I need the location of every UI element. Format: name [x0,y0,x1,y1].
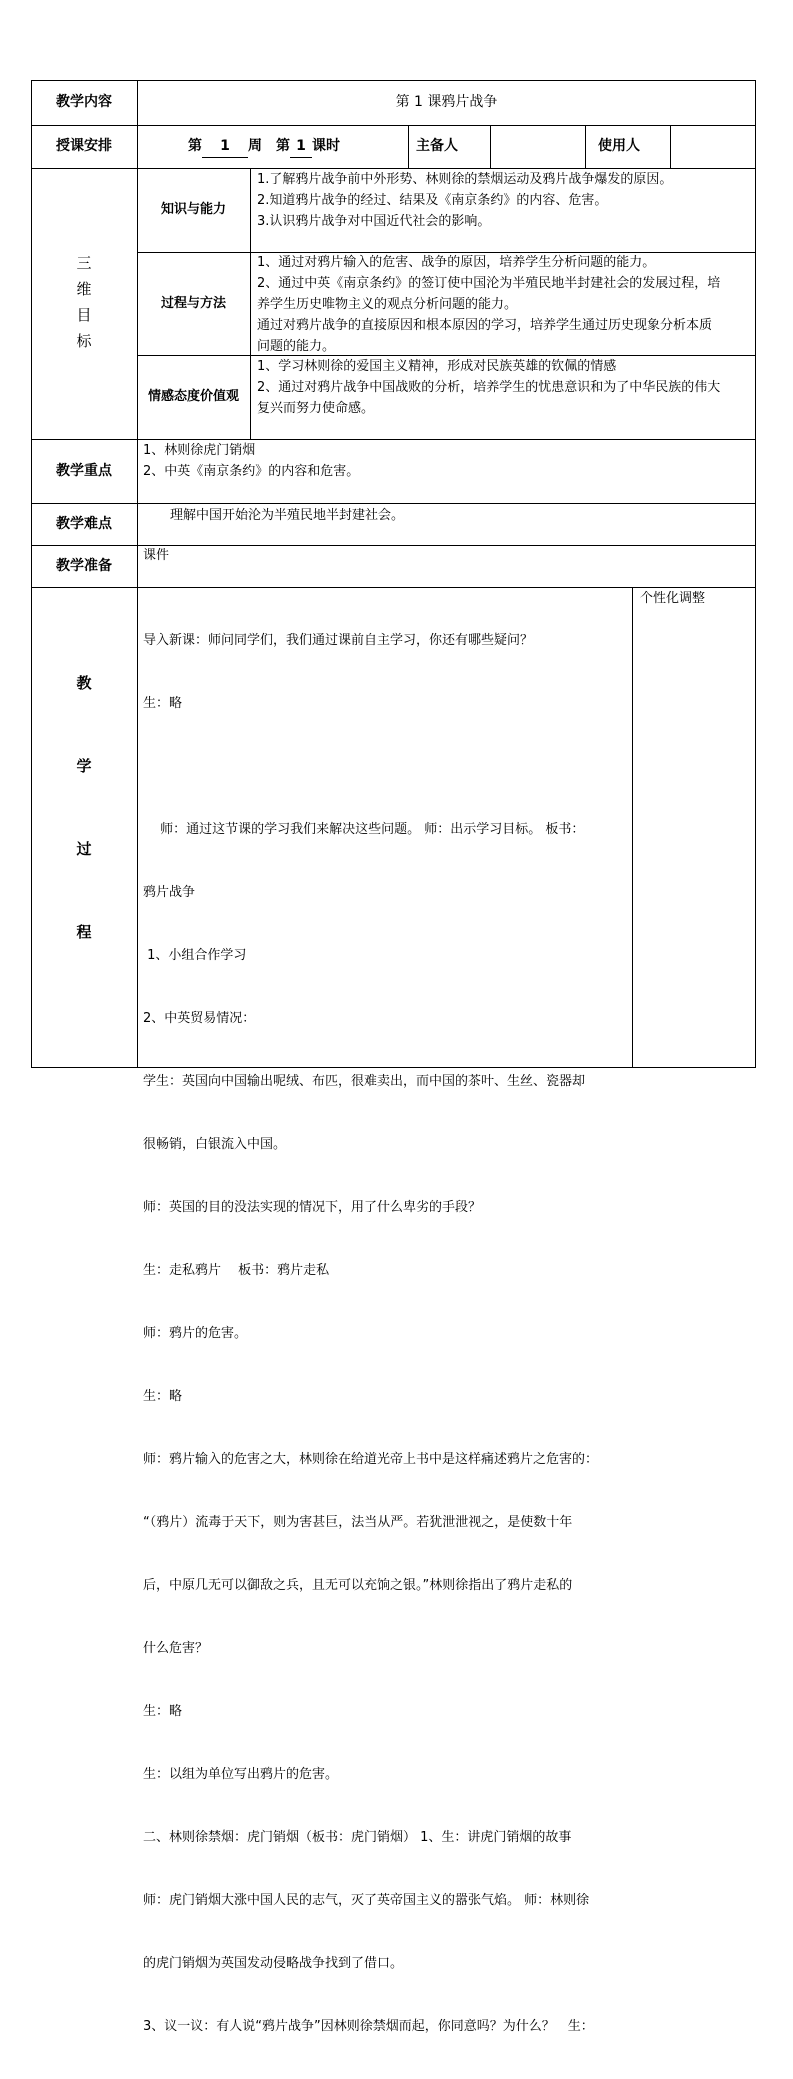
user-label: 使用人 [598,138,640,154]
emotion-line: 1、学习林则徐的爱国主义精神，形成对民族英雄的钦佩的情感 [257,359,617,374]
emotion-line: 复兴而努力使命感。 [257,401,375,416]
process-line: 生：略 [143,696,183,711]
process-label-char: 教 [76,674,92,692]
knowledge-line: 1.了解鸦片战争前中外形势、林则徐的禁烟运动及鸦片战争爆发的原因。 [257,172,673,187]
row-label-difficulties: 教学难点 [56,516,112,532]
key-point-line: 1、林则徐虎门销烟 [143,443,256,458]
personalized-adjustment-header: 个性化调整 [640,591,706,606]
process-line: “（鸦片）流毒于天下，则为害甚巨，法当从严。若犹泄泄视之，是使数十年 [143,1515,573,1530]
row-divider [31,503,756,504]
process-label-char: 过 [76,840,92,858]
key-point-line: 2、中英《南京条约》的内容和危害。 [143,464,360,479]
emotion-label: 情感态度价值观 [147,389,239,404]
process-line: 2、中英贸易情况： [143,1011,256,1026]
emotion-line: 2、通过对鸦片战争中国战败的分析，培养学生的忧患意识和为了中华民族的伟大 [257,380,721,395]
emotion-text [257,356,720,419]
process-line: 生：略 [143,1704,183,1719]
process-label-char: 程 [76,923,92,941]
process-line: 导入新课：师问同学们，我们通过课前自主学习，你还有哪些疑问？ [143,633,534,648]
knowledge-label: 知识与能力 [160,202,226,217]
process-side-divider [632,587,633,1068]
table-border-right [755,80,756,1068]
row-label-key-points: 教学重点 [56,463,112,479]
schedule-cell-divider [585,125,586,169]
schedule-cell-divider [490,125,491,169]
process-label-char: 学 [76,757,92,775]
difficulties-text: 理解中国开始沦为半殖民地半封建社会。 [170,508,405,523]
knowledge-line: 3.认识鸦片战争对中国近代社会的影响。 [257,214,491,229]
process-line: 鸦片战争 [143,885,196,900]
week-number: 1 [202,136,248,158]
period-suffix: 课时 [312,138,340,154]
row-divider [31,545,756,546]
process-line: 3、议一议：有人说“鸦片战争”因林则徐禁烟而起，你同意吗？为什么？ 生： [143,2019,594,2034]
process-method-text [257,252,720,357]
process-line: 二、林则徐禁烟：虎门销烟（板书：虎门销烟） 1、生：讲虎门销烟的故事 [143,1830,572,1845]
row-label-schedule: 授课安排 [56,138,112,154]
period-number: 1 [290,136,312,158]
process-line: 师：虎门销烟大涨中国人民的志气，灭了英帝国主义的嚣张气焰。 师：林则徐 [143,1893,590,1908]
schedule-cell-divider [408,125,409,169]
row-divider [31,439,756,440]
goals-label [31,250,137,354]
period-prefix: 第 [276,138,290,154]
process-line: 师：通过这节课的学习我们来解决这些问题。 师：出示学习目标。 板书： [143,822,585,837]
schedule-week-period [188,136,340,158]
process-line: 后，中原几无可以御敌之兵，且无可以充饷之银。”林则徐指出了鸦片走私的 [143,1578,573,1593]
goals-subcolumn-divider [250,168,251,440]
process-method-line: 问题的能力。 [257,339,336,354]
process-line: 学生：英国向中国输出呢绒、布匹，很难卖出，而中国的茶叶、生丝、瓷器却 [143,1074,586,1089]
lesson-title: 第 1 课鸦片战争 [395,94,498,110]
process-method-line: 2、通过中英《南京条约》的签订使中国沦为半殖民地半封建社会的发展过程，培 [257,276,721,291]
process-method-label: 过程与方法 [160,296,226,311]
process-line: 生：走私鸦片 板书：鸦片走私 [143,1263,330,1278]
process-line: 1、小组合作学习 [143,948,247,963]
knowledge-line: 2.知道鸦片战争的经过、结果及《南京条约》的内容、危害。 [257,193,608,208]
row-label-content: 教学内容 [56,94,112,110]
process-line [143,756,629,777]
process-line: 很畅销，白银流入中国。 [143,1137,287,1152]
process-method-line: 养学生历史唯物主义的观点分析问题的能力。 [257,297,518,312]
process-method-line: 通过对鸦片战争的直接原因和根本原因的学习，培养学生通过历史现象分析本质 [257,318,713,333]
goals-label-char: 维 [76,280,92,298]
row-divider [31,125,756,126]
preparation-text: 课件 [143,548,170,563]
goals-label-char: 三 [76,254,92,272]
preparer-label: 主备人 [416,138,458,154]
key-points-text [143,440,359,482]
process-line: 的虎门销烟为英国发动侵略战争找到了借口。 [143,1956,404,1971]
week-suffix: 周 [248,138,262,154]
process-line: 师：英国的目的没法实现的情况下，用了什么卑劣的手段？ [143,1200,482,1215]
process-line: 生：以组为单位写出鸦片的危害。 [143,1767,339,1782]
process-line: 生：略 [143,1389,183,1404]
process-line: 师：鸦片的危害。 [143,1326,248,1341]
week-prefix: 第 [188,138,202,154]
process-line: 什么危害？ [143,1641,209,1656]
process-label [31,670,137,1002]
process-method-line: 1、通过对鸦片输入的危害、战争的原因，培养学生分析问题的能力。 [257,255,656,270]
row-label-preparation: 教学准备 [56,558,112,574]
goals-label-char: 标 [76,332,92,350]
process-text [143,588,629,2079]
goals-label-char: 目 [76,306,92,324]
process-line: 师：鸦片输入的危害之大，林则徐在给道光帝上书中是这样痛述鸦片之危害的： [143,1452,599,1467]
knowledge-text [257,169,672,232]
schedule-cell-divider [670,125,671,169]
